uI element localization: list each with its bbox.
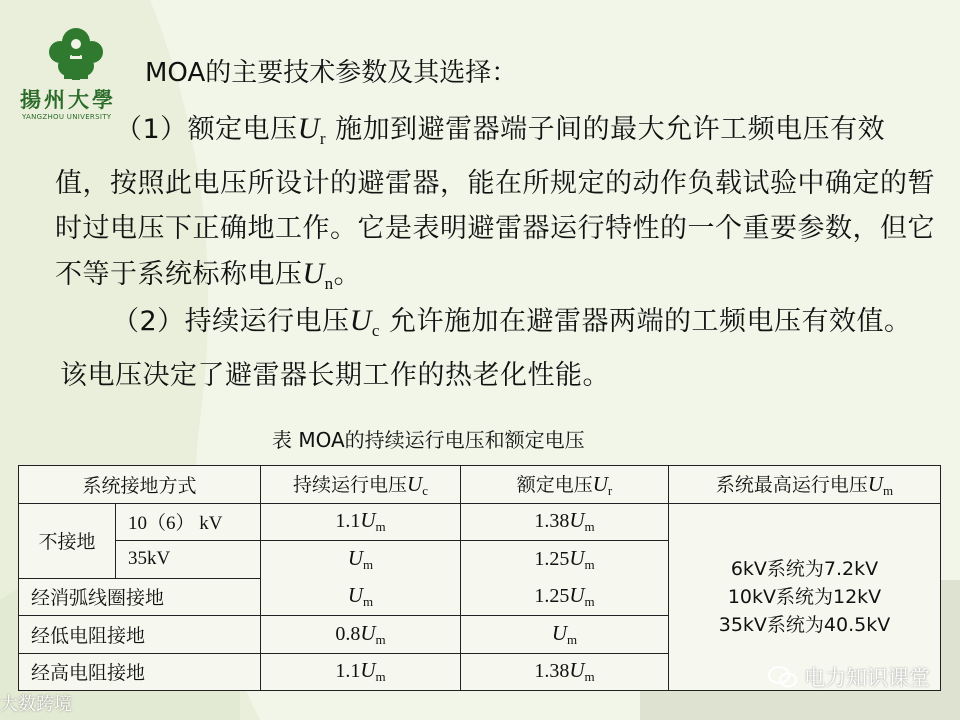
- cell-continuous-value: $U_m$: [261, 541, 461, 579]
- paragraph-continuous-voltage: [60, 298, 930, 398]
- slide-heading: MOA的主要技术参数及其选择：: [145, 58, 518, 88]
- cell-continuous-value: $U_m$: [261, 578, 461, 616]
- p1-subscript: r: [319, 129, 327, 148]
- watermark-wechat: [768, 662, 930, 692]
- cell-voltage-class: 10（6） kV: [116, 503, 261, 541]
- table-caption: 表 MOA的持续运行电压和额定电压: [272, 428, 585, 452]
- p2-body: 允许施加在避雷器两端的工频电压有效值。该电压决定了避雷器长期工作的热老化性能。: [60, 306, 912, 391]
- header-grounding-method: 系统接地方式: [19, 466, 261, 504]
- cell-rated-value: $1.25U_m$: [461, 541, 669, 579]
- cell-rated-value: $U_m$: [461, 616, 669, 654]
- header-rated-voltage: 额定电压$U_r$: [461, 466, 669, 504]
- cell-voltage-class: 35kV: [116, 541, 261, 579]
- p2-prefix: （2）持续运行电压: [112, 306, 350, 337]
- p1-prefix: （1）额定电压: [115, 114, 298, 145]
- note-6kv: 6kV系统为7.2kV: [730, 557, 879, 580]
- p1-symbol: U: [297, 112, 320, 145]
- cell-rated-value: $1.38U_m$: [461, 503, 669, 541]
- table-row: [19, 503, 941, 541]
- p2-subscript: c: [371, 321, 380, 340]
- header-continuous-voltage: 持续运行电压$U_c$: [261, 466, 461, 504]
- note-10kv: 10kV系统为12kV: [727, 585, 882, 608]
- header-max-system-voltage: 系统最高运行电压$U_m$: [669, 466, 941, 504]
- cell-rated-value: $1.25U_m$: [461, 578, 669, 616]
- cell-high-resistance-grounding: 经高电阻接地: [19, 653, 261, 691]
- cell-continuous-value: $0.8U_m$: [261, 616, 461, 654]
- p1-body: 施加到避雷器端子间的最大允许工频电压有效值，按照此电压所设计的避雷器，能在所规定的动作负载试验中确定的暂时过电压下正确地工作。它是表明避雷器运行特性的一个重要参数，但它不等于系统标称电压: [55, 114, 935, 290]
- cell-ungrounded: 不接地: [19, 503, 116, 578]
- note-35kv: 35kV系统为40.5kV: [718, 613, 891, 636]
- cell-continuous-value: $1.1U_m$: [261, 503, 461, 541]
- logo-english-name: YANGZHOU UNIVERSITY: [22, 113, 112, 121]
- p1-end: 。: [333, 259, 362, 290]
- cell-low-resistance-grounding: 经低电阻接地: [19, 616, 261, 654]
- wechat-icon: [768, 665, 798, 689]
- watermark-left: 大数跨境: [0, 694, 72, 715]
- watermark-right-text: 电力知识课堂: [804, 666, 930, 690]
- paragraph-rated-voltage: [55, 106, 935, 306]
- logo-chinese-name: 揚州大學: [20, 87, 116, 112]
- moa-voltage-table: [18, 465, 941, 691]
- table-header-row: [19, 466, 941, 504]
- p2-symbol: U: [349, 304, 372, 337]
- cell-continuous-value: $1.1U_m$: [261, 653, 461, 691]
- cell-rated-value: $1.38U_m$: [461, 653, 669, 691]
- cell-arc-suppression-grounding: 经消弧线圈接地: [19, 578, 261, 616]
- p1-end-symbol: U: [302, 257, 325, 290]
- p1-end-subscript: n: [324, 274, 334, 293]
